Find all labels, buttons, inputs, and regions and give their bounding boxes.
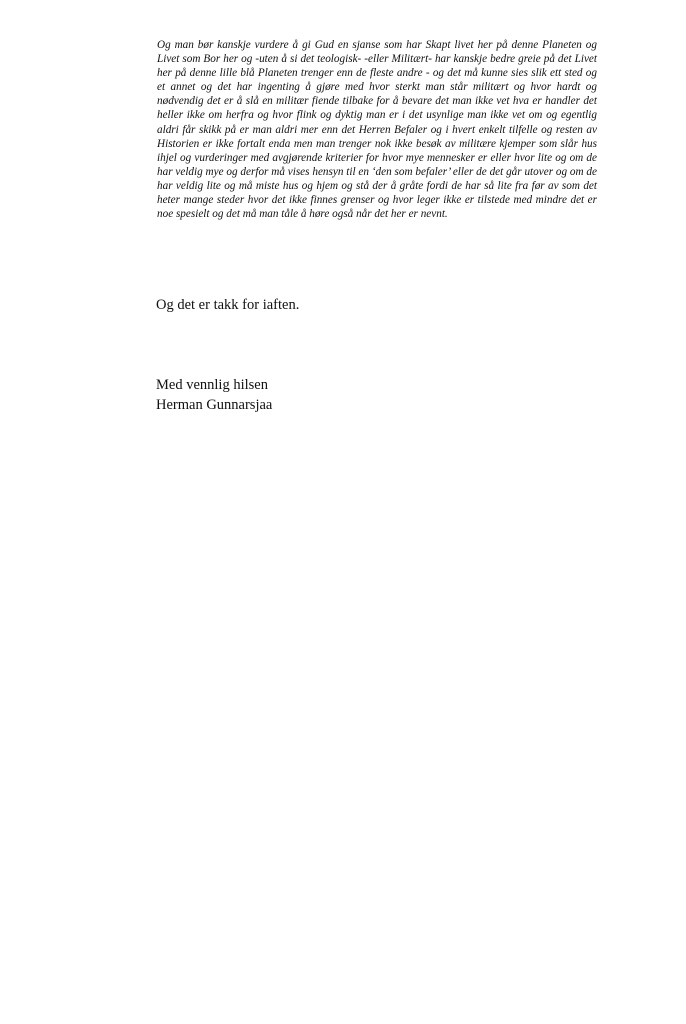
italic-body-paragraph: Og man bør kanskje vurdere å gi Gud en sjanse som har Skapt livet her på denne Planeten og Livet som Bor her og -uten å si det teologisk- -eller Militært- har kanskje bedre greie på det Livet her på denne lille blå Planeten trenger enn de fleste andre - og det må kunne sies slik ett sted og et annet og det har ingenting å gjøre med hvor sterkt man står militært og hvor hardt og nødvendig det er å slå en militær fiende tilbake for å bevare det man ikke vet hva er handler det heller ikke om herfra og hvor flink og dyktig man er i det usynlige man ikke vet om og egentlig aldri får skikk på er man aldri mer enn det Herren Befaler og i hvert enkelt tilfelle og resten av Historien er ikke fortalt enda men man trenger nok ikke besøk av militære kjemper som slår hus ihjel og vurderinger med avgjørende kriterier for hvor mye mennesker er eller hvor lite og om de har veldig mye og derfor må vises hensyn til en ‘den som befaler’ eller de det går utover og om de har veldig lite og må miste hus og hjem og stå der å gråte fordi de har så lite fra før av som det heter mange steder hvor det ikke finnes grenser og hvor leger ikke er tilstede med mindre det er noe spesielt og det må man tåle å høre også når det her er nevnt. bbox=[157, 39, 597, 221]
signature-block bbox=[156, 375, 272, 415]
closing-line: Og det er takk for iaften. bbox=[156, 297, 300, 313]
greeting-text: Med vennlig hilsen bbox=[156, 377, 268, 393]
signer-name: Herman Gunnarsjaa bbox=[156, 397, 273, 413]
